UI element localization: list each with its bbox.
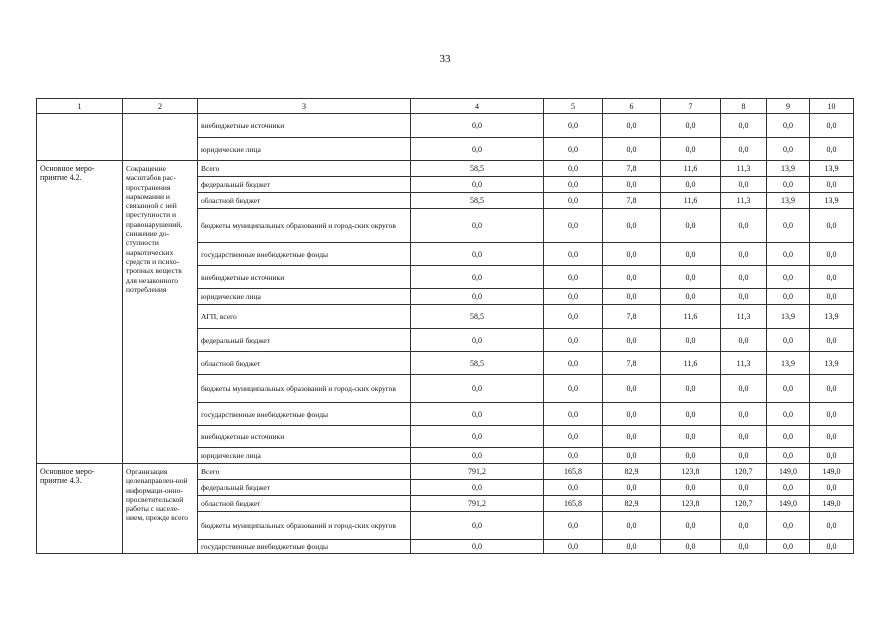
- value-cell: 0,0: [603, 209, 661, 243]
- value-cell: 0,0: [544, 266, 603, 289]
- funding-source-cell: областной бюджет: [198, 352, 411, 375]
- funding-source-cell: бюджеты муниципальных образований и город-ских округов: [198, 375, 411, 403]
- value-cell: 7,8: [603, 193, 661, 209]
- funding-source-cell: Всего: [198, 464, 411, 480]
- activity-cell: [37, 114, 123, 161]
- value-cell: 0,0: [544, 448, 603, 464]
- value-cell: 0,0: [810, 512, 854, 540]
- value-cell: 0,0: [721, 426, 767, 448]
- table-row: [37, 114, 854, 138]
- value-cell: 0,0: [767, 289, 810, 305]
- value-cell: 0,0: [661, 426, 721, 448]
- funding-source-cell: областной бюджет: [198, 193, 411, 209]
- value-cell: 0,0: [767, 540, 810, 554]
- value-cell: 0,0: [411, 114, 544, 138]
- value-cell: 0,0: [411, 448, 544, 464]
- value-cell: 0,0: [721, 177, 767, 193]
- value-cell: 0,0: [767, 375, 810, 403]
- value-cell: 0,0: [721, 403, 767, 426]
- value-cell: 0,0: [767, 426, 810, 448]
- value-cell: 0,0: [603, 403, 661, 426]
- value-cell: 0,0: [603, 512, 661, 540]
- budget-table: [36, 98, 854, 554]
- value-cell: 0,0: [767, 209, 810, 243]
- funding-source-cell: внебюджетные источники: [198, 266, 411, 289]
- value-cell: 0,0: [661, 540, 721, 554]
- value-cell: 11,6: [661, 193, 721, 209]
- description-cell: Сокращение масштабов рас-пространения наркомании и связанной с ней преступности и правонарушений, снижение до-ступности наркотических средств и психо-тропных веществ для незаконного потребления: [123, 161, 198, 464]
- value-cell: 0,0: [661, 512, 721, 540]
- description-cell: [123, 114, 198, 161]
- value-cell: 0,0: [544, 193, 603, 209]
- value-cell: 13,9: [767, 305, 810, 329]
- value-cell: 0,0: [603, 114, 661, 138]
- column-header: 1: [37, 99, 123, 114]
- value-cell: 0,0: [603, 480, 661, 496]
- value-cell: 0,0: [767, 480, 810, 496]
- funding-source-cell: юридические лица: [198, 289, 411, 305]
- value-cell: 0,0: [721, 480, 767, 496]
- value-cell: 0,0: [810, 138, 854, 161]
- table-row: [37, 464, 854, 480]
- value-cell: 0,0: [411, 266, 544, 289]
- value-cell: 0,0: [810, 289, 854, 305]
- value-cell: 7,8: [603, 305, 661, 329]
- value-cell: 0,0: [721, 209, 767, 243]
- value-cell: 149,0: [767, 464, 810, 480]
- value-cell: 791,2: [411, 496, 544, 512]
- value-cell: 0,0: [810, 375, 854, 403]
- column-header: 6: [603, 99, 661, 114]
- value-cell: 0,0: [661, 480, 721, 496]
- value-cell: 0,0: [661, 138, 721, 161]
- value-cell: 0,0: [411, 375, 544, 403]
- funding-source-cell: юридические лица: [198, 448, 411, 464]
- value-cell: 0,0: [810, 329, 854, 352]
- column-header: 8: [721, 99, 767, 114]
- value-cell: 11,3: [721, 161, 767, 177]
- value-cell: 13,9: [810, 352, 854, 375]
- value-cell: 0,0: [661, 209, 721, 243]
- value-cell: 0,0: [810, 243, 854, 266]
- value-cell: 0,0: [721, 138, 767, 161]
- value-cell: 0,0: [661, 177, 721, 193]
- value-cell: 82,9: [603, 496, 661, 512]
- value-cell: 120,7: [721, 496, 767, 512]
- funding-source-cell: внебюджетные источники: [198, 114, 411, 138]
- value-cell: 0,0: [810, 426, 854, 448]
- value-cell: 0,0: [544, 161, 603, 177]
- value-cell: 0,0: [603, 448, 661, 464]
- value-cell: 0,0: [411, 403, 544, 426]
- value-cell: 0,0: [603, 289, 661, 305]
- value-cell: 0,0: [411, 243, 544, 266]
- value-cell: 11,3: [721, 305, 767, 329]
- value-cell: 0,0: [544, 114, 603, 138]
- value-cell: 0,0: [544, 540, 603, 554]
- value-cell: 0,0: [411, 209, 544, 243]
- value-cell: 0,0: [721, 114, 767, 138]
- value-cell: 58,5: [411, 161, 544, 177]
- value-cell: 7,8: [603, 161, 661, 177]
- description-cell: Организация целенаправлен-ной информаци-онно-просветительской работы с населе-нием, прежде всего: [123, 464, 198, 554]
- value-cell: 0,0: [767, 138, 810, 161]
- value-cell: 0,0: [721, 289, 767, 305]
- value-cell: 0,0: [810, 540, 854, 554]
- value-cell: 120,7: [721, 464, 767, 480]
- value-cell: 13,9: [767, 161, 810, 177]
- value-cell: 58,5: [411, 352, 544, 375]
- value-cell: 0,0: [603, 266, 661, 289]
- value-cell: 0,0: [721, 243, 767, 266]
- value-cell: 0,0: [411, 329, 544, 352]
- value-cell: 149,0: [810, 464, 854, 480]
- value-cell: 7,8: [603, 352, 661, 375]
- value-cell: 0,0: [661, 289, 721, 305]
- value-cell: 0,0: [661, 114, 721, 138]
- value-cell: 0,0: [661, 375, 721, 403]
- value-cell: 0,0: [767, 403, 810, 426]
- column-header: 7: [661, 99, 721, 114]
- value-cell: 0,0: [721, 512, 767, 540]
- value-cell: 0,0: [411, 512, 544, 540]
- value-cell: 165,8: [544, 464, 603, 480]
- value-cell: 0,0: [661, 266, 721, 289]
- value-cell: 0,0: [767, 512, 810, 540]
- value-cell: 0,0: [603, 243, 661, 266]
- value-cell: 0,0: [810, 209, 854, 243]
- value-cell: 0,0: [544, 243, 603, 266]
- value-cell: 0,0: [411, 426, 544, 448]
- value-cell: 0,0: [767, 114, 810, 138]
- value-cell: 13,9: [810, 193, 854, 209]
- funding-source-cell: государственные внебюджетные фонды: [198, 403, 411, 426]
- value-cell: 149,0: [810, 496, 854, 512]
- value-cell: 0,0: [810, 448, 854, 464]
- table-row: [37, 161, 854, 177]
- value-cell: 0,0: [767, 177, 810, 193]
- value-cell: 0,0: [603, 375, 661, 403]
- value-cell: 0,0: [411, 480, 544, 496]
- value-cell: 13,9: [810, 305, 854, 329]
- value-cell: 0,0: [411, 138, 544, 161]
- value-cell: 0,0: [544, 426, 603, 448]
- funding-source-cell: федеральный бюджет: [198, 177, 411, 193]
- value-cell: 0,0: [544, 403, 603, 426]
- value-cell: 0,0: [767, 266, 810, 289]
- value-cell: 0,0: [603, 138, 661, 161]
- column-header: 10: [810, 99, 854, 114]
- value-cell: 13,9: [767, 352, 810, 375]
- column-header: 5: [544, 99, 603, 114]
- value-cell: 11,3: [721, 352, 767, 375]
- value-cell: 13,9: [767, 193, 810, 209]
- value-cell: 0,0: [411, 177, 544, 193]
- value-cell: 123,8: [661, 496, 721, 512]
- funding-source-cell: федеральный бюджет: [198, 480, 411, 496]
- value-cell: 13,9: [810, 161, 854, 177]
- funding-source-cell: государственные внебюджетные фонды: [198, 540, 411, 554]
- value-cell: 0,0: [544, 352, 603, 375]
- column-header: 4: [411, 99, 544, 114]
- value-cell: 11,3: [721, 193, 767, 209]
- funding-source-cell: АГП, всего: [198, 305, 411, 329]
- value-cell: 0,0: [544, 177, 603, 193]
- value-cell: 11,6: [661, 161, 721, 177]
- value-cell: 0,0: [810, 114, 854, 138]
- value-cell: 0,0: [411, 540, 544, 554]
- value-cell: 58,5: [411, 305, 544, 329]
- value-cell: 0,0: [721, 448, 767, 464]
- value-cell: 0,0: [544, 138, 603, 161]
- funding-source-cell: бюджеты муниципальных образований и город-ских округов: [198, 512, 411, 540]
- value-cell: 0,0: [544, 289, 603, 305]
- activity-cell: Основное меро-приятие 4.3.: [37, 464, 123, 554]
- value-cell: 58,5: [411, 193, 544, 209]
- value-cell: 0,0: [603, 329, 661, 352]
- value-cell: 0,0: [810, 177, 854, 193]
- activity-cell: Основное меро-приятие 4.2.: [37, 161, 123, 464]
- funding-source-cell: бюджеты муниципальных образований и город-ских округов: [198, 209, 411, 243]
- funding-source-cell: областной бюджет: [198, 496, 411, 512]
- value-cell: 0,0: [767, 329, 810, 352]
- value-cell: 0,0: [544, 329, 603, 352]
- value-cell: 82,9: [603, 464, 661, 480]
- value-cell: 0,0: [767, 243, 810, 266]
- page-number: 33: [439, 53, 451, 65]
- value-cell: 0,0: [603, 426, 661, 448]
- value-cell: 11,6: [661, 305, 721, 329]
- funding-source-cell: государственные внебюджетные фонды: [198, 243, 411, 266]
- value-cell: 0,0: [810, 480, 854, 496]
- value-cell: 0,0: [767, 448, 810, 464]
- value-cell: 0,0: [411, 289, 544, 305]
- value-cell: 0,0: [661, 243, 721, 266]
- value-cell: 0,0: [544, 209, 603, 243]
- value-cell: 0,0: [661, 403, 721, 426]
- funding-source-cell: юридические лица: [198, 138, 411, 161]
- value-cell: 0,0: [721, 540, 767, 554]
- value-cell: 0,0: [661, 448, 721, 464]
- header-row: [37, 99, 854, 114]
- value-cell: 0,0: [544, 375, 603, 403]
- column-header: 2: [123, 99, 198, 114]
- column-header: 3: [198, 99, 411, 114]
- value-cell: 149,0: [767, 496, 810, 512]
- value-cell: 0,0: [544, 480, 603, 496]
- value-cell: 11,6: [661, 352, 721, 375]
- value-cell: 0,0: [721, 266, 767, 289]
- funding-source-cell: федеральный бюджет: [198, 329, 411, 352]
- value-cell: 0,0: [810, 266, 854, 289]
- value-cell: 0,0: [544, 305, 603, 329]
- value-cell: 0,0: [810, 403, 854, 426]
- funding-source-cell: Всего: [198, 161, 411, 177]
- column-header: 9: [767, 99, 810, 114]
- value-cell: 0,0: [661, 329, 721, 352]
- value-cell: 0,0: [603, 540, 661, 554]
- value-cell: 0,0: [603, 177, 661, 193]
- value-cell: 165,8: [544, 496, 603, 512]
- value-cell: 0,0: [721, 375, 767, 403]
- value-cell: 791,2: [411, 464, 544, 480]
- value-cell: 123,8: [661, 464, 721, 480]
- value-cell: 0,0: [721, 329, 767, 352]
- funding-source-cell: внебюджетные источники: [198, 426, 411, 448]
- value-cell: 0,0: [544, 512, 603, 540]
